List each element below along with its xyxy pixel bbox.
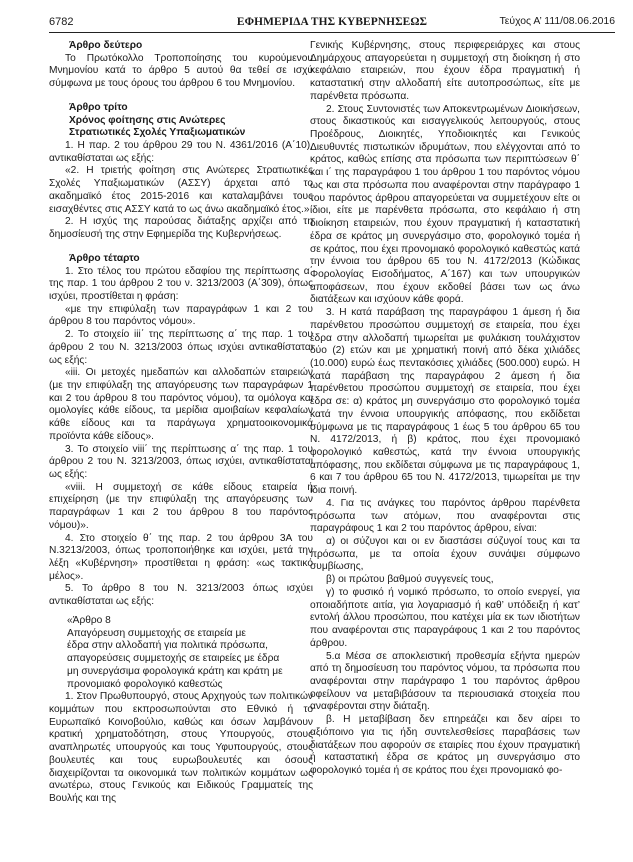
article-8-par-1: 1. Στον Πρωθυπουργό, στους Αρχηγούς των πολιτικών κομμάτων που εκπροσωπούνται στο Εθνικό ή το Ευρωπαϊκό Κοινοβούλιο, καθώς και όσων λαμβάνουν κρατική χρηματοδότηση, στους Υπουργούς, στους αναπληρωτές υπουργούς και τους Υφυπουργούς, στους βουλευτές και τους ευρωβουλευτές και όσους διαχειρίζονται τα οικονομικά των πολιτικών κομμάτων ως ανωτέρω, στους Γενικούς και Ειδικούς Γραμματείς της Βουλής και της [49, 691, 313, 804]
left-column [49, 40, 313, 806]
article-8-title: «Άρθρο 8 [67, 614, 111, 626]
article-2-heading: Άρθρο δεύτερο [69, 40, 143, 51]
article-4-par-4: 4. Στο στοιχείο θ΄ της παρ. 2 του άρθρου 3Α του Ν.3213/2003, όπως τροποποιήθηκε και ισχύει, μετά την λέξη «Κυβέρνηση» προστίθεται η φράση: «ως τακτικό μέλος». [49, 532, 313, 582]
article-8-subtitle-3: απαγορεύσεις συμμετοχής σε εταιρείες με έδρα [67, 653, 280, 665]
right-column [310, 40, 580, 778]
article-3-par-1: 1. Η παρ. 2 του άρθρου 29 του Ν. 4361/2016 (Α΄10), αντικαθίσταται ως εξής: [49, 140, 313, 164]
gazette-title: ΕΦΗΜΕΡΙΔΑ ΤΗΣ ΚΥΒΕΡΝΗΣΕΩΣ [236, 16, 428, 28]
article-3-subtitle-1: Χρόνος φοίτησης στις Ανώτερες [69, 114, 226, 126]
article-4-quote-3: «viii. Η συμμετοχή σε κάθε είδους εταιρεία ή επιχείρηση (με την επιφύλαξη της απαγόρευσης των παραγράφων 1 και 2 του άρθρου 8 του παρόντος νόμου)». [49, 481, 313, 531]
article-4-heading: Άρθρο τέταρτο [69, 252, 140, 264]
article-3-par-2: 2. Η ισχύς της παρούσας διάταξης αρχίζει από τη δημοσίευσή της στην Εφημερίδα της Κυβερνήσεως. [49, 216, 313, 241]
article-4-quote-1: «με την επιφύλαξη των παραγράφων 1 και 2 του άρθρου 8 του παρόντος νόμου». [49, 303, 313, 328]
article-8-par-4c: γ) το φυσικό ή νομικό πρόσωπο, το οποίο ενεργεί, για οποιαδήποτε αιτία, για λογαριασμό ή καθ’ υπόδειξη ή κατ’ εντολή άλλου προσώπου, που κατέχει μία εκ των ιδιοτήτων που αναφέρονται στις παραγράφους 1 και 2 του παρόντος άρθρου. [310, 586, 580, 649]
article-8-subtitle-2: έδρα στην αλλοδαπή για πολιτικά πρόσωπα, [67, 640, 268, 652]
article-8-par-5a: 5.α Μέσα σε αποκλειστική προθεσμία εξήντα ημερών από τη δημοσίευση του παρόντος νόμου, τα πρόσωπα που αναφέρονται στην παράγραφο 1 του παρόντος άρθρου οφείλουν να μεταβιβάσουν τα περιουσιακά στοιχεία που αναφέρονται στην διάταξη. [310, 650, 580, 713]
page-number: 6782 [49, 16, 74, 28]
article-3-heading: Άρθρο τρίτο [69, 101, 128, 113]
article-8-subtitle-5: προνομιακό φορολογικό καθεστώς [67, 678, 223, 690]
article-4-par-5: 5. Το άρθρο 8 του Ν. 3213/2003 όπως ισχύει αντικαθίσταται ως εξής: [49, 583, 313, 608]
article-3-subtitle-2: Στρατιωτικές Σχολές Υπαξιωματικών [69, 127, 246, 139]
article-8-par-5b: β. Η μεταβίβαση δεν επηρεάζει και δεν αίρει το αξιόποινο για τις ήδη συντελεσθείσες παραβάσεις των διατάξεων που αφορούν σε εταιρίες που έχουν πραγματική ή καταστατική έδρα σε κράτος μη συνεργάσιμο στο φορολογικό τομέα ή σε κράτος που έχει προνομιακό φο- [310, 714, 580, 776]
article-8-subtitle-1: Απαγόρευση συμμετοχής σε εταιρεία με [67, 627, 246, 639]
article-8-par-3: 3. Η κατά παράβαση της παραγράφου 1 άμεση ή δια παρένθετου προσώπου συμμετοχή σε εταιρεία, που έχει έδρα στην αλλοδαπή τιμωρείται με φυλάκιση τουλάχιστον δύο (2) ετών και με χρηματική ποινή από δέκα χιλιάδες (10.000) ευρώ έως πεντακόσιες χιλιάδες (500.000) ευρώ. Η κατά παράβαση της παραγράφου 2 άμεση ή δια παρένθετου προσώπου συμμετοχή σε εταιρεία, που έχει έδρα σε: α) κράτος μη συνεργάσιμο στο φορολογικό τομέα κατά την έννοια υπουργικής απόφασης, που εκδίδεται σύμφωνα με τις παραγράφους 1 έως 5 του άρθρου 65 του Ν. 4172/2013, ή β) κράτος, που έχει προνομιακό φορολογικό καθεστώς, κατά την έννοια υπουργικής απόφασης, που εκδίδεται σύμφωνα με τις παραγράφους 1, 6 και 7 του άρθρου 65 του Ν. 4172/2013, τιμωρείται με την ίδια ποινή. [310, 307, 580, 497]
article-8-par-4b: β) οι πρώτου βαθμού συγγενείς τους, [326, 574, 494, 586]
article-8-par-4: 4. Για τις ανάγκες του παρόντος άρθρου παρένθετα πρόσωπα των ατόμων, που αναφέρονται στις παραγράφους 1 και 2 του παρόντος άρθρου, είναι: [310, 497, 580, 535]
article-3-quote-1: «2. Η τριετής φοίτηση στις Ανώτερες Στρατιωτικές Σχολές Υπαξιωματικών (ΑΣΣΥ) άρχεται από το ακαδημαϊκό έτος 2015-2016 και καταλαμβάνει τους εισαχθέντες στις ΑΣΣΥ κατά το ως άνω ακαδημαϊκό έτος.» [49, 165, 313, 215]
article-8-subtitle-4: μη συνεργάσιμα φορολογικά κράτη και κράτη με [67, 665, 283, 677]
article-4-par-3: 3. Το στοιχείο viii΄ της περίπτωσης α΄ της παρ. 1 του άρθρου 2 του Ν. 3213/2003, όπως ισχύει, αντικαθίσταται ως εξής: [49, 443, 313, 480]
article-4-quote-2: «iii. Οι μετοχές ημεδαπών και αλλοδαπών εταιρειών (με την επιφύλαξη της απαγόρευσης των παραγράφων 1 και 2 του άρθρου 8 του παρόντος νόμου), τα ομόλογα και ομολογίες κάθε είδους, τα μερίδια αμοιβαίων κεφαλαίων κάθε είδους και τα παράγωγα χρηματοοικονομικά προϊόντα κάθε είδους». [49, 367, 313, 442]
article-4-par-1: 1. Στο τέλος του πρώτου εδαφίου της περίπτωσης α΄ της παρ. 1 του άρθρου 2 του ν. 3213/2003 (Α΄309), όπως ισχύει, προστίθεται η φράση: [49, 265, 313, 302]
issue-info: Τεύχος Α’ 111/08.06.2016 [499, 16, 615, 27]
spacer [49, 91, 313, 102]
header-rule [49, 32, 615, 33]
article-2-text: Το Πρωτόκολλο Τροποποίησης του κυρούμενου Μνημονίου κατά το άρθρο 5 αυτού θα τεθεί σε ισχύ σύμφωνα με τους όρους του άρθρου 6 του Μνημονίου. [49, 52, 313, 90]
article-8-par-2: 2. Στους Συντονιστές των Αποκεντρωμένων Διοικήσεων, στους δικαστικούς και εισαγγελικούς λειτουργούς, στους Προέδρους, Διοικητές, Υποδιοικητές και Γενικούς Διευθυντές πιστωτικών ιδρυμάτων, που ελέγχονται από το κράτος, καθώς επίσης στα πρόσωπα των περιπτώσεων θ΄ και ι΄ της παραγράφου 1 του άρθρου 1 του παρόντος νόμου ως και στα πρόσωπα που αναφέρονται στην παράγραφο 1 του παρόντος άρθρου απαγορεύεται να συμμετέχουν είτε οι ίδιοι, είτε με παρένθετα πρόσωπα, στο κεφάλαιο ή στη διοίκηση εταιρειών, που έχουν πραγματική ή καταστατική έδρα σε κράτος μη συνεργάσιμο στο, φορολογικό τομέα ή σε κράτος, που έχει προνομιακό φορολογικό καθεστώς κατά την έννοια του άρθρου 65 του Ν. 4172/2013 (Κώδικας Φορολογίας Εισοδήματος, Α΄167) και των υπουργικών αποφάσεων, που έχουν εκδοθεί βάσει των ως άνω διατάξεων και ισχύουν κάθε φορά. [310, 103, 580, 306]
article-8-par-4a: α) οι σύζυγοι και οι εν διαστάσει σύζυγοί τους και τα πρόσωπα, με τα οποία έχουν συνάψει σύμφωνο συμβίωσης, [310, 536, 580, 573]
spacer [49, 242, 313, 253]
article-8-par-1-cont: Γενικής Κυβέρνησης, στους περιφερειάρχες και στους Δημάρχους απαγορεύεται η συμμετοχή στη διοίκηση ή στο κεφάλαιο εταιρειών, που έχουν έδρα πραγματική ή καταστατική στην αλλοδαπή είτε αυτοπροσώπως, είτε με παρένθετα πρόσωπα. [310, 40, 580, 102]
article-4-par-2: 2. Το στοιχείο iii΄ της περίπτωσης α΄ της παρ. 1 του άρθρου 2 του Ν. 3213/2003 όπως ισχύει αντικαθίσταται ως εξής: [49, 329, 313, 366]
page-header [49, 14, 615, 32]
